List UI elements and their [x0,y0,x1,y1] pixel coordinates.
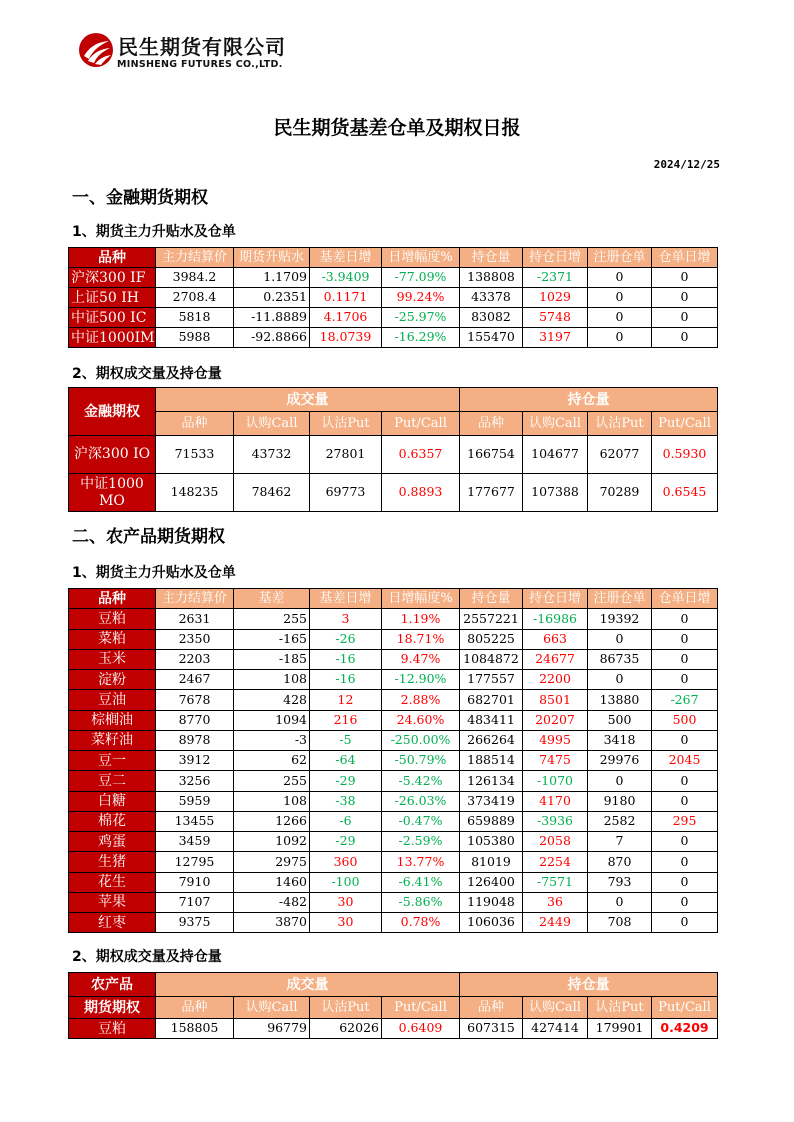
data-cell: 427414 [523,1019,588,1039]
data-cell: 70289 [588,474,652,512]
data-cell: 4995 [523,730,588,750]
data-cell: 96779 [234,1019,310,1039]
data-cell: -7571 [523,872,588,892]
data-cell: 805225 [460,629,523,649]
table-row [69,791,718,811]
data-cell: -92.8866 [234,328,310,348]
data-cell: -5.86% [382,892,460,912]
data-cell: 2631 [156,609,234,629]
data-cell: 0.4209 [652,1019,718,1039]
subsection-agri-options: 2、期权成交量及持仓量 [72,949,222,965]
data-cell: 188514 [460,751,523,771]
table-row [69,436,718,474]
data-cell: 0 [588,308,652,328]
product-name-cell: 生猪 [69,852,156,872]
column-header: 基差 [234,589,310,609]
data-cell: -64 [310,751,382,771]
data-cell: 0 [588,328,652,348]
data-cell: 3418 [588,730,652,750]
data-cell: 0 [588,268,652,288]
column-header: 认沽Put [588,997,652,1019]
data-cell: 8501 [523,690,588,710]
data-cell: 295 [652,811,718,831]
data-cell: 483411 [460,710,523,730]
data-cell: 36 [523,892,588,912]
column-header: 注册仓单 [588,248,652,268]
data-cell: -3936 [523,811,588,831]
section-heading-agricultural: 二、农产品期货期权 [72,527,225,547]
data-cell: 0 [652,832,718,852]
data-cell: 0 [588,771,652,791]
data-cell: 2254 [523,852,588,872]
product-name-cell: 豆一 [69,751,156,771]
column-header: Put/Call [382,997,460,1019]
column-header: 仓单日增 [652,248,718,268]
product-name-cell: 鸡蛋 [69,832,156,852]
agri-futures-table [68,588,718,933]
column-header: 认沽Put [588,412,652,436]
data-cell: 104677 [523,436,588,474]
data-cell: -267 [652,690,718,710]
data-cell: 266264 [460,730,523,750]
product-name-cell: 沪深300 IF [69,268,156,288]
data-cell: 7475 [523,751,588,771]
data-cell: 500 [652,710,718,730]
data-cell: 2058 [523,832,588,852]
table-row [69,609,718,629]
data-cell: 0 [652,913,718,933]
data-cell: 0 [652,609,718,629]
data-cell: 3197 [523,328,588,348]
agri-open-interest-group-header: 持仓量 [460,973,718,997]
table-row [69,328,718,348]
data-cell: 3256 [156,771,234,791]
column-header: 认购Call [234,412,310,436]
data-cell: 19392 [588,609,652,629]
column-header: 主力结算价 [156,248,234,268]
table-row [69,872,718,892]
agri-options-corner-top: 农产品 [69,973,156,997]
data-cell: 0 [652,872,718,892]
data-cell: -12.90% [382,670,460,690]
agri-volume-group-header: 成交量 [156,973,460,997]
data-cell: -38 [310,791,382,811]
data-cell: 7107 [156,892,234,912]
data-cell: -3.9409 [310,268,382,288]
data-cell: 24.60% [382,710,460,730]
data-cell: 62077 [588,436,652,474]
table-row [69,1019,718,1039]
data-cell: 177677 [460,474,523,512]
data-cell: 7678 [156,690,234,710]
data-cell: 0.2351 [234,288,310,308]
data-cell: 5988 [156,328,234,348]
data-cell: 119048 [460,892,523,912]
column-header: 日增幅度% [382,589,460,609]
data-cell: 30 [310,913,382,933]
product-name-cell: 红枣 [69,913,156,933]
column-header: 品种 [156,412,234,436]
product-name-cell: 菜粕 [69,629,156,649]
column-header: 品种 [460,997,523,1019]
column-header: 持仓日增 [523,248,588,268]
data-cell: 12795 [156,852,234,872]
data-cell: 8770 [156,710,234,730]
data-cell: 9375 [156,913,234,933]
table-row [69,710,718,730]
table-row [69,268,718,288]
data-cell: 179901 [588,1019,652,1039]
data-cell: 3 [310,609,382,629]
column-header: 认购Call [234,997,310,1019]
data-cell: 9.47% [382,649,460,669]
agri-options-corner-bottom: 期货期权 [69,997,156,1019]
data-cell: 27801 [310,436,382,474]
data-cell: 106036 [460,913,523,933]
data-cell: 682701 [460,690,523,710]
data-cell: 0.8893 [382,474,460,512]
data-cell: -11.8889 [234,308,310,328]
data-cell: -25.97% [382,308,460,328]
column-header: 期货升贴水 [234,248,310,268]
table-row [69,308,718,328]
data-cell: 105380 [460,832,523,852]
column-header: Put/Call [382,412,460,436]
logo-chinese-name: 民生期货有限公司 [118,35,286,59]
data-cell: 29976 [588,751,652,771]
product-name-cell: 豆粕 [69,609,156,629]
column-header: 基差日增 [310,589,382,609]
data-cell: -50.79% [382,751,460,771]
data-cell: 0 [652,791,718,811]
column-header: 注册仓单 [588,589,652,609]
column-header: 持仓日增 [523,589,588,609]
data-cell: 0 [652,771,718,791]
data-cell: -482 [234,892,310,912]
subsection-financial-futures: 1、期货主力升贴水及仓单 [72,224,236,240]
financial-options-corner: 金融期权 [69,388,156,436]
data-cell: 13880 [588,690,652,710]
data-cell: 663 [523,629,588,649]
data-cell: -6 [310,811,382,831]
logo-english-name: MINSHENG FUTURES CO.,LTD. [117,59,283,70]
company-logo [78,30,308,76]
data-cell: 9180 [588,791,652,811]
data-cell: 500 [588,710,652,730]
column-header: 认购Call [523,412,588,436]
table-row [69,771,718,791]
data-cell: 0 [652,730,718,750]
product-name-cell: 菜籽油 [69,730,156,750]
data-cell: -26.03% [382,791,460,811]
data-cell: 4.1706 [310,308,382,328]
data-cell: -100 [310,872,382,892]
table-row [69,690,718,710]
data-cell: 373419 [460,791,523,811]
table-row [69,629,718,649]
data-cell: 158805 [156,1019,234,1039]
report-date: 2024/12/25 [653,158,720,171]
data-cell: 0 [652,852,718,872]
data-cell: 138808 [460,268,523,288]
data-cell: 5748 [523,308,588,328]
data-cell: 3912 [156,751,234,771]
data-cell: 0 [652,268,718,288]
data-cell: -2.59% [382,832,460,852]
data-cell: 43378 [460,288,523,308]
data-cell: 126134 [460,771,523,791]
data-cell: 428 [234,690,310,710]
data-cell: 155470 [460,328,523,348]
product-name-cell: 玉米 [69,649,156,669]
column-header: 品种 [69,589,156,609]
page-title: 民生期货基差仓单及期权日报 [273,117,521,139]
data-cell: -3 [234,730,310,750]
column-header: 仓单日增 [652,589,718,609]
minsheng-logo-icon [78,32,114,68]
data-cell: 0 [652,670,718,690]
table-row [69,751,718,771]
data-cell: 148235 [156,474,234,512]
data-cell: 71533 [156,436,234,474]
data-cell: 2203 [156,649,234,669]
product-name-cell: 中证1000 MO [69,474,156,512]
data-cell: 2975 [234,852,310,872]
data-cell: 659889 [460,811,523,831]
column-header: 认沽Put [310,997,382,1019]
data-cell: 255 [234,771,310,791]
data-cell: -26 [310,629,382,649]
data-cell: 0.6409 [382,1019,460,1039]
column-header: 主力结算价 [156,589,234,609]
data-cell: 2.88% [382,690,460,710]
data-cell: -29 [310,832,382,852]
column-header: 基差日增 [310,248,382,268]
product-name-cell: 白糖 [69,791,156,811]
product-name-cell: 豆粕 [69,1019,156,1039]
data-cell: 177557 [460,670,523,690]
data-cell: 12 [310,690,382,710]
data-cell: -5.42% [382,771,460,791]
table-row [69,892,718,912]
product-name-cell: 上证50 IH [69,288,156,308]
data-cell: 0 [588,670,652,690]
data-cell: 62 [234,751,310,771]
column-header: 日增幅度% [382,248,460,268]
table-row [69,832,718,852]
data-cell: 5818 [156,308,234,328]
product-name-cell: 花生 [69,872,156,892]
data-cell: 2467 [156,670,234,690]
subsection-financial-options: 2、期权成交量及持仓量 [72,366,222,382]
data-cell: 1084872 [460,649,523,669]
data-cell: 108 [234,791,310,811]
data-cell: 20207 [523,710,588,730]
data-cell: 2449 [523,913,588,933]
data-cell: 3984.2 [156,268,234,288]
data-cell: 1094 [234,710,310,730]
data-cell: -16 [310,670,382,690]
product-name-cell: 苹果 [69,892,156,912]
data-cell: 13.77% [382,852,460,872]
data-cell: 0 [652,892,718,912]
column-header: Put/Call [652,412,718,436]
data-cell: 360 [310,852,382,872]
data-cell: -16986 [523,609,588,629]
data-cell: 13455 [156,811,234,831]
data-cell: 1266 [234,811,310,831]
data-cell: -185 [234,649,310,669]
table-row [69,913,718,933]
data-cell: 708 [588,913,652,933]
financial-options-table [68,387,718,512]
data-cell: -5 [310,730,382,750]
data-cell: 0 [652,288,718,308]
data-cell: 793 [588,872,652,892]
data-cell: 0.6357 [382,436,460,474]
table-row [69,474,718,512]
data-cell: 3870 [234,913,310,933]
data-cell: 43732 [234,436,310,474]
data-cell: 108 [234,670,310,690]
data-cell: 5959 [156,791,234,811]
column-header: 品种 [460,412,523,436]
data-cell: -77.09% [382,268,460,288]
column-header: 认购Call [523,997,588,1019]
column-header: 品种 [156,997,234,1019]
data-cell: 0 [588,629,652,649]
data-cell: 2708.4 [156,288,234,308]
table-row [69,730,718,750]
open-interest-group-header: 持仓量 [460,388,718,412]
table-row [69,670,718,690]
data-cell: 1460 [234,872,310,892]
column-header: 持仓量 [460,248,523,268]
column-header: 认沽Put [310,412,382,436]
data-cell: 24677 [523,649,588,669]
data-cell: 7910 [156,872,234,892]
agri-options-table [68,972,718,1039]
data-cell: 78462 [234,474,310,512]
data-cell: -16.29% [382,328,460,348]
data-cell: 870 [588,852,652,872]
data-cell: -6.41% [382,872,460,892]
product-name-cell: 中证1000IM [69,328,156,348]
data-cell: 2045 [652,751,718,771]
product-name-cell: 沪深300 IO [69,436,156,474]
data-cell: 81019 [460,852,523,872]
data-cell: 18.71% [382,629,460,649]
data-cell: -165 [234,629,310,649]
product-name-cell: 中证500 IC [69,308,156,328]
data-cell: -29 [310,771,382,791]
data-cell: 2200 [523,670,588,690]
product-name-cell: 棉花 [69,811,156,831]
data-cell: 18.0739 [310,328,382,348]
data-cell: 1029 [523,288,588,308]
data-cell: 4170 [523,791,588,811]
data-cell: 1.19% [382,609,460,629]
table-row [69,649,718,669]
financial-futures-table [68,247,718,348]
section-heading-financial: 一、金融期货期权 [72,188,208,208]
data-cell: 2582 [588,811,652,831]
column-header: Put/Call [652,997,718,1019]
data-cell: 2350 [156,629,234,649]
data-cell: 0 [652,328,718,348]
data-cell: 0 [588,892,652,912]
data-cell: 0 [588,288,652,308]
data-cell: 8978 [156,730,234,750]
data-cell: 0 [652,629,718,649]
data-cell: 1092 [234,832,310,852]
data-cell: -250.00% [382,730,460,750]
data-cell: 2557221 [460,609,523,629]
column-header: 品种 [69,248,156,268]
table-row [69,288,718,308]
data-cell: -1070 [523,771,588,791]
data-cell: 607315 [460,1019,523,1039]
data-cell: 0.78% [382,913,460,933]
product-name-cell: 豆油 [69,690,156,710]
column-header: 持仓量 [460,589,523,609]
data-cell: 86735 [588,649,652,669]
data-cell: 0.1171 [310,288,382,308]
data-cell: 0.5930 [652,436,718,474]
data-cell: 62026 [310,1019,382,1039]
data-cell: 0 [652,649,718,669]
subsection-agri-futures: 1、期货主力升贴水及仓单 [72,565,236,581]
data-cell: -0.47% [382,811,460,831]
product-name-cell: 淀粉 [69,670,156,690]
volume-group-header: 成交量 [156,388,460,412]
data-cell: 0 [652,308,718,328]
data-cell: 3459 [156,832,234,852]
data-cell: 255 [234,609,310,629]
data-cell: -2371 [523,268,588,288]
data-cell: 216 [310,710,382,730]
data-cell: 1.1709 [234,268,310,288]
table-row [69,852,718,872]
data-cell: 69773 [310,474,382,512]
data-cell: -16 [310,649,382,669]
data-cell: 126400 [460,872,523,892]
data-cell: 83082 [460,308,523,328]
data-cell: 7 [588,832,652,852]
data-cell: 0.6545 [652,474,718,512]
data-cell: 166754 [460,436,523,474]
data-cell: 107388 [523,474,588,512]
table-row [69,811,718,831]
data-cell: 30 [310,892,382,912]
data-cell: 99.24% [382,288,460,308]
product-name-cell: 棕榈油 [69,710,156,730]
product-name-cell: 豆二 [69,771,156,791]
